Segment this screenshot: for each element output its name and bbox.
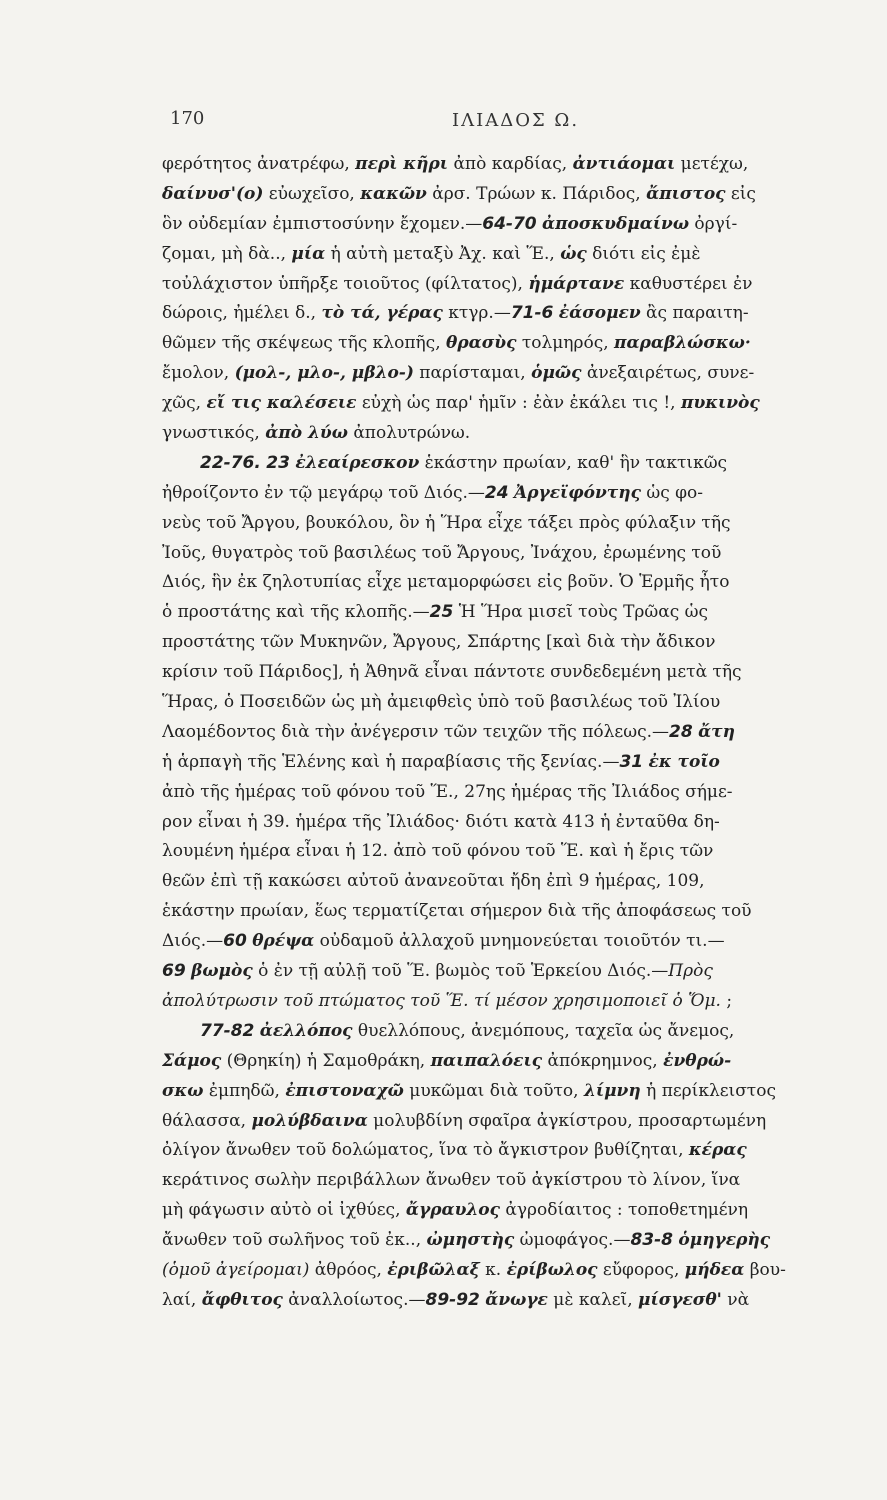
text-line — [162, 150, 852, 180]
verse-ref: 24 — [484, 482, 509, 503]
text-line — [162, 1256, 852, 1286]
gloss-text: ἀναλλοίωτος.— — [282, 1289, 426, 1310]
gloss-text: κρίσιν τοῦ Πάριδος], ἡ Ἀθηνᾶ εἶναι πάντοτε συνδεδεμένη μετὰ τῆς — [162, 662, 742, 683]
text-line — [162, 419, 852, 449]
lemma: θρέψα — [252, 931, 315, 952]
gloss-text: τολμηρός, — [516, 333, 615, 354]
gloss-text: θεῶν ἐπὶ τῇ κακώσει αὐτοῦ ἀνανεοῦται ἤδη ἐπὶ 9 ἡμέρας, 109, — [162, 871, 705, 892]
page-number: 170 — [170, 108, 205, 129]
gloss-text: καθυστέρει ἐν — [624, 273, 753, 294]
text-line — [162, 1286, 852, 1316]
text-line — [162, 479, 852, 509]
gloss-text: ὁ ἐν τῇ αὐλῇ τοῦ Ἕ. βωμὸς τοῦ Ἑρκείου Διός.— — [252, 961, 669, 982]
gloss-text: ἀπὸ τῆς ἡμέρας τοῦ φόνου τοῦ Ἕ., 27ης ἡμέρας τῆς Ἰλιάδος σήμε- — [162, 781, 733, 802]
gloss-text: ζομαι, μὴ δὰ.., — [162, 243, 292, 264]
gloss-text: τοὐλάχιστον ὑπῆρξε τοιοῦτος (φίλτατος), — [162, 273, 529, 294]
gloss-text: Λαομέδοντος διὰ τὴν ἀνέγερσιν τῶν τειχῶν τῆς πόλεως.— — [162, 721, 669, 742]
gloss-text: ἑκάστην πρωίαν, καθ' ἣν τακτικῶς — [419, 452, 728, 473]
lemma: μήδεα — [684, 1259, 745, 1280]
gloss-text: ἀπὸ καρδίας, — [448, 154, 573, 174]
gloss-text: κεράτινος σωλὴν περιβάλλων ἄνωθεν τοῦ ἀγκίστρου τὸ λίνον, ἵνα — [162, 1170, 741, 1191]
gloss-text: θυελλόπους, ἀνεμόπους, ταχεῖα ὡς ἄνεμος, — [352, 1020, 735, 1041]
lemma: Σάμος — [162, 1050, 222, 1071]
text-line — [162, 389, 852, 419]
gloss-text: εὐωχεῖσο, — [263, 183, 361, 204]
text-line — [162, 808, 852, 838]
text-line — [162, 598, 852, 628]
lemma: ἀελλόπος — [259, 1020, 353, 1041]
text-line — [162, 1047, 852, 1077]
text-line — [162, 867, 852, 897]
gloss-text: μὲ καλεῖ, — [547, 1289, 639, 1310]
text-line — [162, 897, 852, 927]
lemma: ἐάσομεν — [558, 303, 641, 324]
text-line — [162, 987, 852, 1017]
text-line — [162, 180, 852, 210]
text-line — [162, 778, 852, 808]
text-line — [162, 1077, 852, 1107]
gloss-text: Διός, ἣν ἐκ ζηλοτυπίας εἶχε μεταμορφώσει εἰς βοῦν. Ὁ Ἑρμῆς ἦτο — [162, 572, 730, 593]
gloss-text: νὰ — [721, 1289, 750, 1310]
text-line — [162, 1107, 852, 1137]
lemma: ἐνθρώ- — [663, 1050, 732, 1071]
lemma: Ἀργεϊφόντης — [514, 482, 641, 503]
lemma: κέρας — [688, 1140, 747, 1161]
verse-ref: 60 — [223, 931, 247, 952]
lemma: ἡμάρτανε — [528, 273, 625, 294]
gloss-text: ἐμπηδῶ, — [203, 1080, 286, 1101]
gloss-text: ὡς φο- — [640, 482, 704, 503]
text-line — [162, 329, 852, 359]
lemma: παιπαλόεις — [430, 1050, 543, 1071]
verse-ref: 89-92 — [425, 1289, 480, 1310]
text-line — [162, 359, 852, 389]
text-line — [162, 837, 852, 867]
text-line — [162, 568, 852, 598]
lemma: εἴ τις καλέσειε — [206, 393, 357, 414]
text-line — [162, 240, 852, 270]
text-line — [162, 1166, 852, 1196]
running-head: ΙΛΙΑΔΟΣ Ω. — [452, 110, 580, 131]
lemma: ὠμηστὴς — [426, 1230, 515, 1251]
lemma: σκω — [162, 1080, 204, 1101]
gloss-text: ἡ αὐτὴ μεταξὺ Ἀχ. καὶ Ἕ., — [325, 243, 561, 264]
gloss-text: ρον εἶναι ἡ 39. ἡμέρα τῆς Ἰλιάδος· διότι κατὰ 413 ἡ ἐνταῦθα δη- — [162, 811, 720, 832]
lemma: ἄνωγε — [485, 1289, 548, 1310]
gloss-text: ὃν οὐδεμίαν ἐμπιστοσύνην ἔχομεν.— — [162, 213, 483, 234]
gloss-text: διότι εἰς ἐμὲ — [586, 243, 701, 264]
lemma: βωμὸς — [191, 961, 253, 982]
verse-ref: 83-8 — [630, 1230, 673, 1251]
gloss-text: κ. — [479, 1259, 507, 1280]
verse-ref: 23 — [266, 452, 290, 473]
text-line — [162, 449, 852, 479]
question-text: (ὁμοῦ ἀγείρομαι) — [162, 1259, 310, 1280]
lemma: μίσγεσθ' — [638, 1289, 722, 1310]
lemma: ἀντιάομαι — [572, 154, 676, 174]
verse-ref: 71-6 — [510, 303, 554, 324]
text-line — [162, 1136, 852, 1166]
gloss-text: ἀθρόος, — [309, 1259, 388, 1280]
gloss-text: ὀργί- — [689, 213, 738, 234]
gloss-text: εὐχὴ ὡς παρ' ἡμῖν : ἐὰν ἐκάλει τις !, — [356, 393, 681, 414]
verse-ref: 77-82 — [200, 1020, 255, 1041]
verse-ref: 69 — [162, 961, 186, 982]
text-line — [162, 688, 852, 718]
lemma: θρασὺς — [446, 333, 517, 354]
lemma: ὁμῶς — [531, 363, 582, 384]
text-line — [162, 270, 852, 300]
lemma: ἐπιστοναχῶ — [285, 1080, 404, 1101]
gloss-text: γνωστικός, — [162, 423, 266, 444]
text-line — [162, 658, 852, 688]
gloss-text: λαί, — [162, 1289, 202, 1310]
gloss-text: ἂς παραιτη- — [640, 303, 749, 324]
verse-ref: 64-70 — [482, 213, 537, 234]
text-line — [162, 1196, 852, 1226]
lemma: ἐρίβωλος — [506, 1259, 598, 1280]
lemma: ἄτη — [698, 721, 735, 742]
text-line — [162, 957, 852, 987]
lemma: παραβλώσκω· — [614, 333, 751, 354]
gloss-text: προστάτης τῶν Μυκηνῶν, Ἄργους, Σπάρτης [καὶ διὰ τὴν ἄδικον — [162, 632, 716, 653]
lemma: μία — [291, 243, 326, 264]
gloss-text: μυκῶμαι διὰ τοῦτο, — [403, 1080, 584, 1101]
text-line — [162, 748, 852, 778]
gloss-text: κτγρ.— — [442, 303, 511, 324]
page-header — [0, 108, 887, 138]
lemma: μολύβδαινα — [251, 1110, 368, 1131]
lemma: περὶ κῆρι — [355, 154, 449, 174]
gloss-text: οὐδαμοῦ ἀλλαχοῦ μνημονεύεται τοιοῦτόν τι.— — [314, 931, 725, 952]
question-text: Πρὸς — [668, 961, 713, 982]
lemma: τὸ τά, γέρας — [321, 303, 443, 324]
gloss-text: Ἰοῦς, θυγατρὸς τοῦ βασιλέως τοῦ Ἄργους, Ἰνάχου, ἐρωμένης τοῦ — [162, 542, 722, 563]
lemma: λίμνη — [583, 1080, 641, 1101]
gloss-text: ἠθροίζοντο ἐν τῷ μεγάρῳ τοῦ Διός.— — [162, 482, 485, 503]
gloss-text: δώροις, ἠμέλει δ., — [162, 303, 322, 324]
lemma: ἐκ τοῖο — [648, 751, 720, 772]
gloss-text: θάλασσα, — [162, 1110, 252, 1131]
verse-ref: 25 — [429, 602, 454, 623]
lemma: ἐλεαίρεσκον — [295, 452, 420, 473]
gloss-text: ἄνωθεν τοῦ σωλῆνος τοῦ ἐκ.., — [162, 1230, 427, 1251]
gloss-text: λουμένη ἡμέρα εἶναι ἡ 12. ἀπὸ τοῦ φόνου τοῦ Ἕ. καὶ ἡ ἔρις τῶν — [162, 841, 714, 862]
gloss-text: θῶμεν τῆς σκέψεως τῆς κλοπῆς, — [162, 333, 447, 354]
gloss-text: Διός.— — [162, 931, 224, 952]
gloss-text: φερότητος ἀνατρέφω, — [162, 154, 356, 174]
gloss-text: εἰς — [725, 183, 756, 204]
commentary-text — [162, 150, 852, 1316]
text-line — [162, 210, 852, 240]
lemma: ἀπὸ λύω — [265, 423, 348, 444]
gloss-text: παρίσταμαι, — [413, 363, 532, 384]
gloss-text: ἡ ἁρπαγὴ τῆς Ἑλένης καὶ ἡ παραβίασις τῆς ξενίας.— — [162, 751, 620, 772]
lemma: ἄπιστος — [646, 183, 726, 204]
lemma: δαίνυσ'(ο) — [162, 183, 264, 204]
text-line — [162, 628, 852, 658]
gloss-text: ἀπολυτρώνω. — [347, 423, 471, 444]
gloss-text: ἀρσ. Τρώων κ. Πάριδος, — [426, 183, 647, 204]
text-line — [162, 1017, 852, 1047]
gloss-text: ἀγροδίαιτος : τοποθετημένη — [500, 1200, 749, 1221]
gloss-text: εὔφορος, — [597, 1259, 685, 1280]
gloss-text: μετέχω, — [675, 154, 749, 174]
lemma: ὁμηγερὴς — [678, 1230, 771, 1251]
lemma: πυκινὸς — [681, 393, 760, 414]
gloss-text: μὴ φάγωσιν αὐτὸ οἱ ἰχθύες, — [162, 1200, 406, 1221]
gloss-text: ἀνεξαιρέτως, συνε- — [581, 363, 755, 384]
gloss-text: ἑκάστην πρωίαν, ἕως τερματίζεται σήμερον διὰ τῆς ἀποφάσεως τοῦ — [162, 901, 752, 922]
text-line — [162, 718, 852, 748]
gloss-text: ἀπόκρημνος, — [542, 1050, 664, 1071]
text-line — [162, 509, 852, 539]
lemma: ἄγραυλος — [405, 1200, 500, 1221]
lemma: κακῶν — [360, 183, 427, 204]
text-line — [162, 299, 852, 329]
gloss-text: ὁ προστάτης καὶ τῆς κλοπῆς.— — [162, 602, 430, 623]
question-text: ἀπολύτρωσιν τοῦ πτώματος τοῦ Ἕ. τί μέσον χρησιμοποιεῖ ὁ Ὅμ. — [162, 990, 721, 1011]
gloss-text: ἡ περίκλειστος — [640, 1080, 776, 1101]
lemma: (μολ-, μλο-, μβλο-) — [234, 363, 414, 384]
gloss-text: μολυβδίνη σφαῖρα ἀγκίστρου, προσαρτωμένη — [367, 1110, 767, 1131]
gloss-text: βου- — [744, 1259, 786, 1280]
lemma: ἐριβῶλαξ — [387, 1259, 480, 1280]
gloss-text: ἔμολον, — [162, 363, 235, 384]
verse-ref: 22-76. — [200, 452, 261, 473]
gloss-text: Ἥρας, ὁ Ποσειδῶν ὡς μὴ ἀμειφθεὶς ὑπὸ τοῦ βασιλέως τοῦ Ἰλίου — [162, 692, 721, 713]
verse-ref: 28 — [669, 721, 693, 742]
gloss-text: ; — [720, 990, 733, 1011]
text-line — [162, 927, 852, 957]
lemma: ἀποσκυδμαίνω — [542, 213, 690, 234]
verse-ref: 31 — [619, 751, 644, 772]
lemma: ὡς — [560, 243, 587, 264]
gloss-text: χῶς, — [162, 393, 207, 414]
gloss-text: νεὺς τοῦ Ἄργου, βουκόλου, ὃν ἡ Ἥρα εἶχε τάξει πρὸς φύλαξιν τῆς — [162, 512, 731, 533]
gloss-text: ὀλίγον ἄνωθεν τοῦ δολώματος, ἵνα τὸ ἄγκιστρον βυθίζηται, — [162, 1140, 689, 1161]
text-line — [162, 539, 852, 569]
gloss-text: Ἡ Ἥρα μισεῖ τοὺς Τρῶας ὡς — [453, 602, 709, 623]
text-line — [162, 1226, 852, 1256]
lemma: ἄφθιτος — [201, 1289, 283, 1310]
gloss-text: ὠμοφάγος.— — [514, 1230, 631, 1251]
gloss-text: (Θρηκίη) ἡ Σαμοθράκη, — [221, 1050, 431, 1071]
